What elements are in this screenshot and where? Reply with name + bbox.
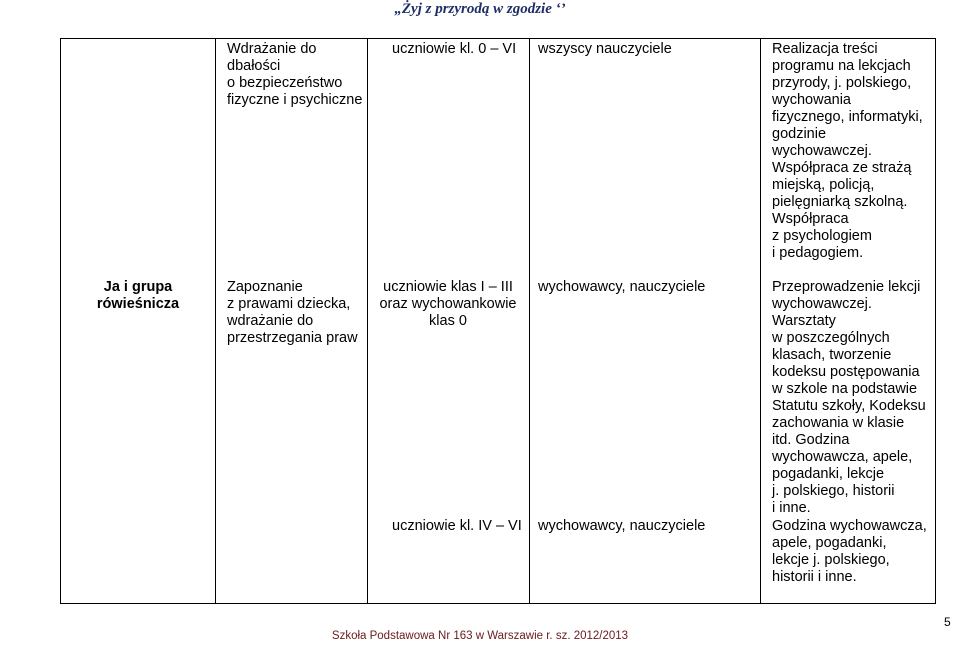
responsible-cell [538,279,760,296]
text-line: Wdrażanie do [227,41,317,57]
text-line: wychowawczej. [772,143,872,159]
method-cell [772,518,936,586]
text-line: miejską, policją, [772,177,875,193]
page-number: 5 [944,615,951,629]
text-line: fizycznego, informatyki, [772,109,923,125]
column-divider [760,39,761,603]
column-divider [215,39,216,603]
text-line: wychowania [772,92,851,108]
page-footer: Szkoła Podstawowa Nr 163 w Warszawie r. sz. 2012/2013 [331,630,629,642]
text-line: wychowawcza, apele, [772,449,913,465]
text-line: uczniowie kl. 0 – VI [392,41,517,57]
text-line: wychowawcy, nauczyciele [538,518,706,534]
text-line: Statutu szkoły, Kodeksu [772,398,926,414]
text-line: wdrażanie do [227,313,314,329]
text-line: Realizacja treści [772,41,878,57]
text-line: Godzina wychowawcza, [772,518,927,534]
text-line: j. polskiego, historii [772,483,895,499]
text-line: z prawami dziecka, [227,296,351,312]
text-line: pielęgniarką szkolną. [772,194,908,210]
text-line: Współpraca ze strażą [772,160,912,176]
text-line: apele, pogadanki, [772,535,887,551]
text-line: uczniowie kl. IV – VI [392,518,522,534]
text-line: rówieśnicza [96,296,180,312]
method-cell [772,41,936,262]
text-line: lekcje j. polskiego, [772,552,890,568]
column-divider [529,39,530,603]
text-line: kodeksu postępowania [772,364,920,380]
text-line: uczniowie klas I – III [383,279,513,295]
text-line: wszyscy nauczyciele [538,41,672,57]
text-line: o bezpieczeństwo [227,75,343,91]
text-line: z psychologiem [772,228,872,244]
text-line: i inne. [772,500,811,516]
text-line: Ja i grupa [103,279,173,295]
text-line: klas 0 [429,313,467,329]
text-line: programu na lekcjach [772,58,911,74]
participants-cell [367,279,529,330]
document-header-title: „Żyj z przyrodą w zgodzie ‘’ [394,1,566,17]
responsible-cell [538,41,760,58]
task-cell [227,41,367,109]
text-line: Zapoznanie [227,279,303,295]
text-line: itd. Godzina [772,432,850,448]
task-cell [227,279,367,347]
text-line: wychowawcy, nauczyciele [538,279,706,295]
text-line: Przeprowadzenie lekcji [772,279,921,295]
group-cell [61,279,215,313]
participants-cell [392,518,528,535]
text-line: fizyczne i psychiczne [227,92,363,108]
responsible-cell [538,518,760,535]
text-line: pogadanki, lekcje [772,466,885,482]
text-line: historii i inne. [772,569,857,585]
text-line: przyrody, j. polskiego, [772,75,912,91]
text-line: dbałości [227,58,281,74]
text-line: w poszczególnych [772,330,890,346]
text-line: Współpraca [772,211,849,227]
method-cell [772,279,936,517]
text-line: wychowawczej. [772,296,872,312]
text-line: w szkole na podstawie [772,381,918,397]
text-line: godzinie [772,126,827,142]
program-table [60,38,936,604]
text-line: zachowania w klasie [772,415,905,431]
text-line: i pedagogiem. [772,245,864,261]
text-line: oraz wychowankowie [379,296,517,312]
text-line: przestrzegania praw [227,330,358,346]
text-line: Warsztaty [772,313,836,329]
participants-cell [392,41,528,58]
text-line: klasach, tworzenie [772,347,892,363]
